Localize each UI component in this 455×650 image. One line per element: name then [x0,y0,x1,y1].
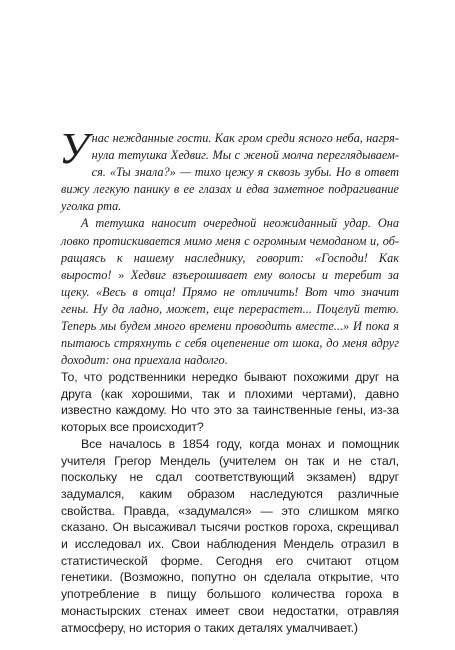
intro-paragraph-2: А тетушка наносит очередной неожиданный удар. Она ловко протискивается мимо меня с огромным чемоданом и, обращаясь к нашему наследнику, говорит: «Господи! Как выросто! » Хедвиг взъерошивает ему волосы и теребит за щеку. «Весь в отца! Прямо не отличить! Вот что значит гены. Ну да ладно, может, еще перерастет... Поцелуй тетю. Теперь мы будем много времени проводить вместе...» И пока я пытаюсь стряхнуть с себя оцепенение от шока, до меня вдруг доходит: она приехала надолго. [61,216,399,368]
intro-paragraph-1 [59,124,399,215]
intro-italic-block [59,124,399,369]
body-paragraph-2: Все началось в 1854 году, когда монах и помощник учителя Грегор Мендель (учителем он так и не стал, поскольку не сдал соответствующий экзамен) вдруг задумался, каким образом наследуются различные свойства. Правда, «задумался» — это слишком мягко сказано. Он высаживал тысячи ростков гороха, скрещивал и исследовал их. Свои наблюдения Мендель отразил в статистической форме. Сегодня его считают отцом генетики. (Возможно, попутно он сделала открытие, что употребление в пищу большого количества гороха в монастырских стенах имеет свои недостатки, отравляя атмосферу, но история о таких деталях умалчивает.) [61,436,399,635]
body-paragraph-1: То, что родственники нередко бывают похожими друг на друга (как хорошими, так и плохими чертами), давно известно каждому. Но что это за таинственные гены, из-за которых все происходит? [61,370,399,435]
intro-paragraph-1-text: нас нежданные гости. Как гром среди ясного неба, нагрянула тетушка Хедвиг. Мы с женой молча переглядываемся. «Ты знала?» — тихо цежу я сквозь зубы. Но в ответ вижу легкую панику в ее глазах и едва заметное подрагивание уголка рта. [61,131,399,214]
main-text-block [61,369,399,636]
drop-cap: У [59,124,89,173]
